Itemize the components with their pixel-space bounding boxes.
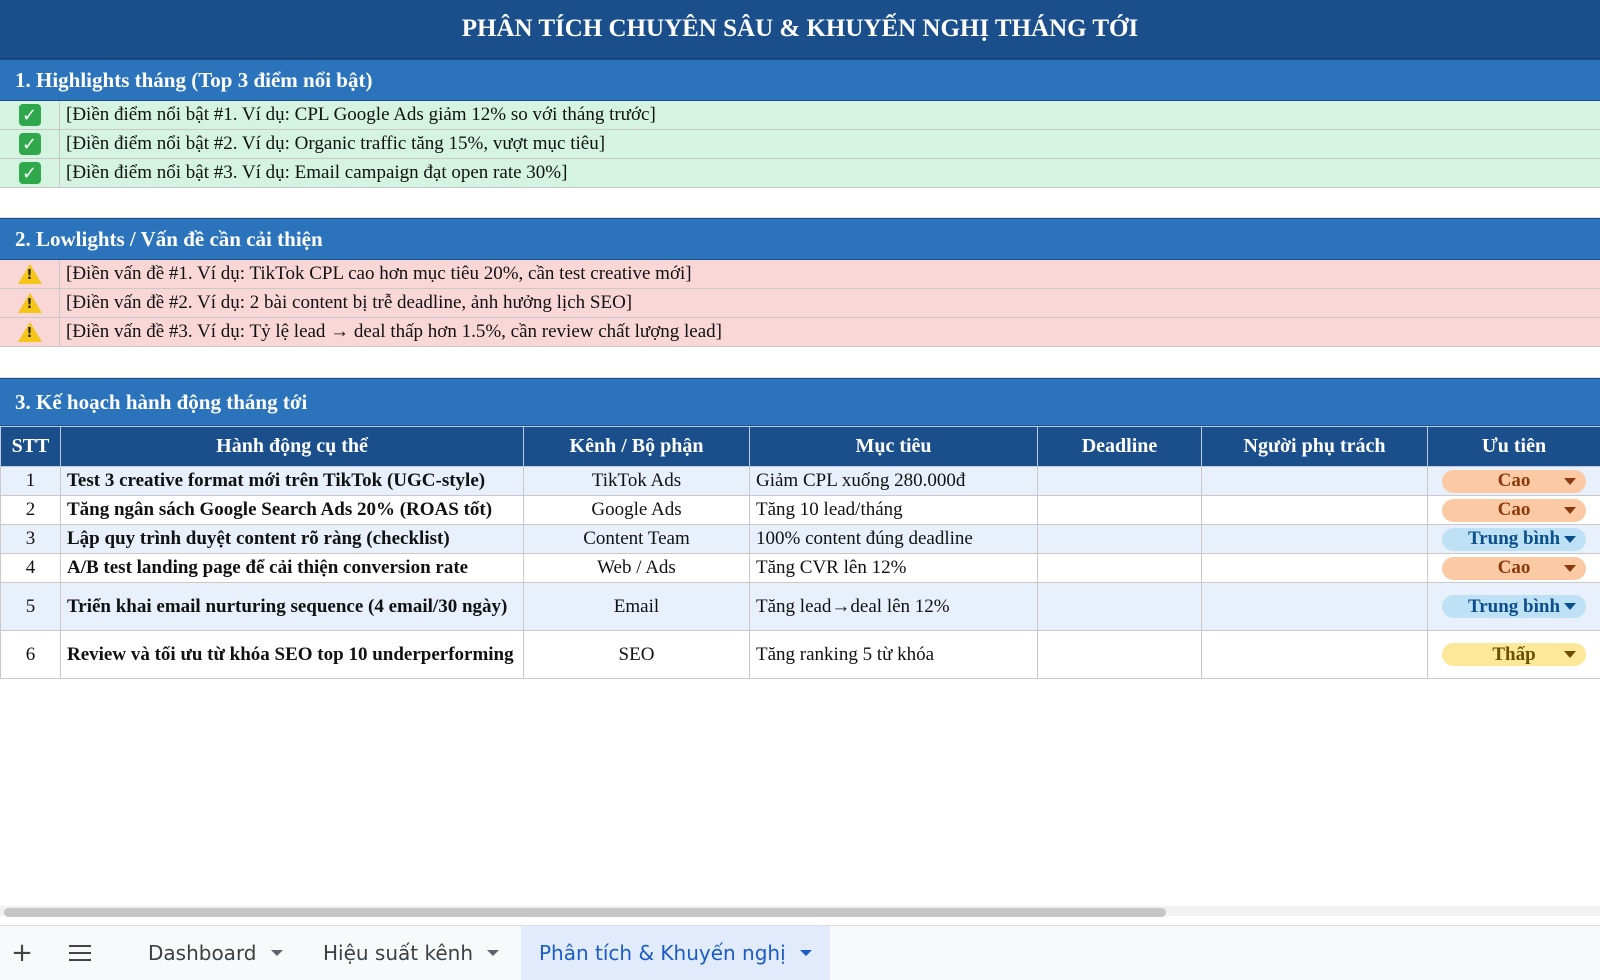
cell-channel[interactable]: TikTok Ads: [524, 467, 750, 496]
cell-owner[interactable]: [1202, 525, 1428, 554]
cell-priority[interactable]: [1428, 631, 1600, 679]
empty-row[interactable]: [0, 348, 1600, 378]
table-row: [1, 631, 1600, 679]
action-plan-table: [0, 426, 1600, 679]
dropdown-arrow-icon: [1564, 565, 1576, 572]
lowlight-row-1[interactable]: [0, 260, 1600, 289]
cell-deadline[interactable]: [1038, 583, 1202, 631]
table-row: [1, 554, 1600, 583]
cell-deadline[interactable]: [1038, 467, 1202, 496]
col-header-goal[interactable]: Mục tiêu: [750, 427, 1038, 467]
plan-heading[interactable]: 3. Kế hoạch hành động tháng tới: [0, 378, 1600, 426]
cell-stt[interactable]: 5: [1, 583, 61, 631]
col-header-channel[interactable]: Kênh / Bộ phận: [524, 427, 750, 467]
cell-goal[interactable]: Tăng lead→deal lên 12%: [750, 583, 1038, 631]
cell-owner[interactable]: [1202, 631, 1428, 679]
table-row: [1, 525, 1600, 554]
priority-label: Cao: [1498, 557, 1531, 579]
cell-deadline[interactable]: [1038, 554, 1202, 583]
check-icon: ✓: [19, 162, 41, 184]
lowlight-text: [Điền vấn đề #1. Ví dụ: TikTok CPL cao hơn mục tiêu 20%, cần test creative mới]: [60, 263, 692, 285]
chevron-down-icon[interactable]: [487, 950, 499, 956]
dropdown-arrow-icon: [1564, 603, 1576, 610]
cell-action[interactable]: Tăng ngân sách Google Search Ads 20% (ROAS tốt): [61, 496, 524, 525]
tab-hieu-suat-kenh[interactable]: [305, 926, 517, 980]
highlights-heading[interactable]: 1. Highlights tháng (Top 3 điểm nổi bật): [0, 59, 1600, 101]
dropdown-arrow-icon: [1564, 478, 1576, 485]
cell-priority[interactable]: [1428, 554, 1600, 583]
col-header-action[interactable]: Hành động cụ thể: [61, 427, 524, 467]
table-row: [1, 496, 1600, 525]
all-sheets-icon[interactable]: [60, 926, 100, 980]
warning-icon: !: [18, 293, 42, 313]
cell-action[interactable]: Lập quy trình duyệt content rõ ràng (checklist): [61, 525, 524, 554]
check-icon: ✓: [19, 133, 41, 155]
tab-label: Phân tích & Khuyến nghị: [539, 941, 786, 965]
cell-channel[interactable]: SEO: [524, 631, 750, 679]
priority-dropdown[interactable]: [1442, 643, 1586, 666]
tab-label: Dashboard: [148, 941, 257, 965]
priority-dropdown[interactable]: [1442, 499, 1586, 522]
cell-channel[interactable]: Google Ads: [524, 496, 750, 525]
highlight-row-2[interactable]: [0, 130, 1600, 159]
horizontal-scrollbar[interactable]: [0, 906, 1600, 916]
lowlight-row-2[interactable]: [0, 289, 1600, 318]
col-header-stt[interactable]: STT: [1, 427, 61, 467]
cell-deadline[interactable]: [1038, 631, 1202, 679]
col-header-priority[interactable]: Ưu tiên: [1428, 427, 1600, 467]
page-title[interactable]: PHÂN TÍCH CHUYÊN SÂU & KHUYẾN NGHỊ THÁNG TỚI: [0, 0, 1600, 59]
check-icon: ✓: [19, 104, 41, 126]
tab-phan-tich-khuyen-nghi[interactable]: [521, 926, 830, 980]
warning-icon: !: [18, 322, 42, 342]
lowlight-row-3[interactable]: [0, 318, 1600, 347]
cell-goal[interactable]: Tăng ranking 5 từ khóa: [750, 631, 1038, 679]
cell-stt[interactable]: 4: [1, 554, 61, 583]
tab-dashboard[interactable]: [130, 926, 301, 980]
tab-label: Hiệu suất kênh: [323, 941, 473, 965]
table-header-row: [1, 427, 1600, 467]
highlight-row-1[interactable]: [0, 101, 1600, 130]
highlight-text: [Điền điểm nổi bật #2. Ví dụ: Organic traffic tăng 15%, vượt mục tiêu]: [60, 133, 605, 155]
cell-channel[interactable]: Web / Ads: [524, 554, 750, 583]
chevron-down-icon[interactable]: [271, 950, 283, 956]
priority-dropdown[interactable]: [1442, 470, 1586, 493]
priority-label: Trung bình: [1468, 596, 1560, 618]
priority-label: Trung bình: [1468, 528, 1560, 550]
priority-label: Cao: [1498, 499, 1531, 521]
cell-stt[interactable]: 6: [1, 631, 61, 679]
cell-action[interactable]: Review và tối ưu từ khóa SEO top 10 underperforming: [61, 631, 524, 679]
dropdown-arrow-icon: [1564, 536, 1576, 543]
cell-channel[interactable]: Content Team: [524, 525, 750, 554]
priority-label: Thấp: [1492, 644, 1535, 666]
cell-owner[interactable]: [1202, 554, 1428, 583]
cell-stt[interactable]: 3: [1, 525, 61, 554]
lowlights-heading[interactable]: 2. Lowlights / Vấn đề cần cải thiện: [0, 218, 1600, 260]
cell-priority[interactable]: [1428, 496, 1600, 525]
cell-goal[interactable]: Giảm CPL xuống 280.000đ: [750, 467, 1038, 496]
cell-action[interactable]: Test 3 creative format mới trên TikTok (UGC-style): [61, 467, 524, 496]
plus-icon[interactable]: +: [2, 926, 42, 980]
cell-action[interactable]: Triển khai email nurturing sequence (4 email/30 ngày): [61, 583, 524, 631]
cell-deadline[interactable]: [1038, 525, 1202, 554]
dropdown-arrow-icon: [1564, 651, 1576, 658]
col-header-deadline[interactable]: Deadline: [1038, 427, 1202, 467]
cell-priority[interactable]: [1428, 525, 1600, 554]
empty-row[interactable]: [0, 189, 1600, 218]
warning-icon: !: [18, 264, 42, 284]
lowlight-text: [Điền vấn đề #2. Ví dụ: 2 bài content bị trễ deadline, ảnh hưởng lịch SEO]: [60, 292, 632, 314]
highlight-row-3[interactable]: [0, 159, 1600, 188]
cell-owner[interactable]: [1202, 467, 1428, 496]
highlight-text: [Điền điểm nổi bật #1. Ví dụ: CPL Google Ads giảm 12% so với tháng trước]: [60, 104, 656, 126]
scrollbar-thumb[interactable]: [4, 908, 1166, 917]
priority-label: Cao: [1498, 470, 1531, 492]
cell-goal[interactable]: 100% content đúng deadline: [750, 525, 1038, 554]
priority-dropdown[interactable]: [1442, 528, 1586, 551]
cell-stt[interactable]: 1: [1, 467, 61, 496]
col-header-owner[interactable]: Người phụ trách: [1202, 427, 1428, 467]
cell-owner[interactable]: [1202, 583, 1428, 631]
priority-dropdown[interactable]: [1442, 595, 1586, 618]
highlight-text: [Điền điểm nổi bật #3. Ví dụ: Email campaign đạt open rate 30%]: [60, 162, 567, 184]
table-row: [1, 583, 1600, 631]
cell-goal[interactable]: Tăng 10 lead/tháng: [750, 496, 1038, 525]
cell-deadline[interactable]: [1038, 496, 1202, 525]
cell-stt[interactable]: 2: [1, 496, 61, 525]
sheet-tab-bar: [0, 925, 1600, 980]
cell-action[interactable]: A/B test landing page để cải thiện conversion rate: [61, 554, 524, 583]
lowlight-text: [Điền vấn đề #3. Ví dụ: Tỷ lệ lead → deal thấp hơn 1.5%, cần review chất lượng lead]: [60, 321, 722, 343]
dropdown-arrow-icon: [1564, 507, 1576, 514]
table-row: [1, 467, 1600, 496]
priority-dropdown[interactable]: [1442, 557, 1586, 580]
cell-priority[interactable]: [1428, 467, 1600, 496]
cell-goal[interactable]: Tăng CVR lên 12%: [750, 554, 1038, 583]
cell-channel[interactable]: Email: [524, 583, 750, 631]
cell-priority[interactable]: [1428, 583, 1600, 631]
chevron-down-icon[interactable]: [800, 950, 812, 956]
cell-owner[interactable]: [1202, 496, 1428, 525]
